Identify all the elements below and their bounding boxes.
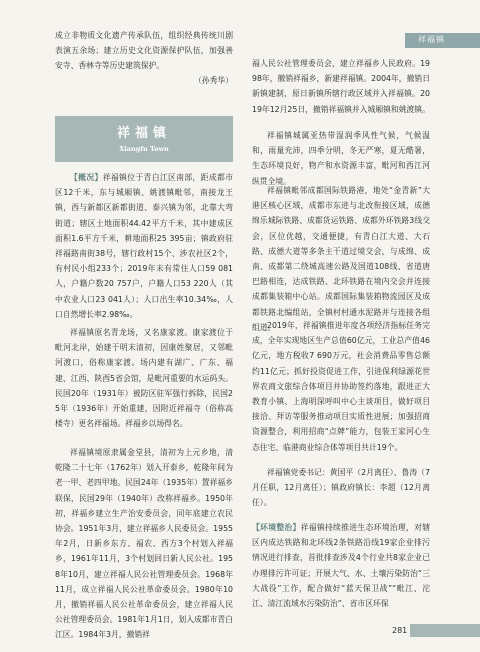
running-header: 祥福镇: [418, 35, 445, 44]
footer-band: [410, 624, 480, 637]
section-title-english: Xiangfu Town: [119, 145, 169, 153]
overview-tag: 【概况】: [70, 173, 103, 182]
location-paragraph: 祥福镇毗邻成都国际铁路港，地处“金青新”大港区核心区域，成都市东进与北改衔接区域，成德绵乐城际铁路、成都货运铁路、成都外环铁路3线交会，区位优越，交通便捷，有青白江大道、大石路、成德大道等多条主干道过境交会，与成绵、成南、成都第二绕城高速公路及国道108线、省道唐巴路相连，达成铁路、北环铁路在境内交会并连接成都集装箱中心站。成都国际集装箱物流园区及成都铁路北编组站，全镇村村通水泥路并与连接各组组道。: [252, 186, 430, 332]
history-paragraph: 祥福镇境原隶属金堂县，清初为上元乡地，清乾隆二十七年（1762年）划入开泰乡，乾隆年间为老一甲、老四甲地。民国24年（1935年）置祥福乡联保，民国29年（1940年）改称祥福乡。1950年初，祥福乡建立生产治安委员会，同年底建立农民协会。1951年3月，建立祥福乡人民委员会。1955年2月，日新乡东方、福农、西方3个村划入祥福乡，1961年11月，3个村划回日新人民公社。1958年10月，建立祥福人民公社管理委员会。1968年11月，成立祥福人民公社革命委员会。1980年10月，撤销祥福人民公社革命委员会，建立祥福人民公社管理委员会。1981年1月1日，划入成都市青白江区。1984年3月，撤销祥: [55, 448, 233, 640]
section-title: 祥福镇: [116, 126, 171, 141]
leadership-paragraph: 祥福镇党委书记：黄国平（2月离任）、鲁涛（7月任职，12月离任）；镇政府镇长：李超（12月离任）。: [252, 468, 430, 508]
page-number: 281: [392, 626, 408, 635]
overview-text: 祥福镇位于青白江区南部，距成都市区12千米，东与城厢镇、姚渡镇毗邻，南接龙王镇，西与新都区新都街道、泰兴镇为邻，北靠大弯街道；辖区土地面积44.42平方千米，其中建成区面积1.6平方千米，耕地面积25 395亩；镇政府驻祥福路南街38号，辖行政村15个、涉农社区2个，有村民小组233个；2019年末有常住人口59 081人，户籍户数20 757户，户籍人口53 220人（其中农业人口23 041人）；人口出生率10.34‰，人口自然增长率2.98‰。: [55, 173, 234, 319]
environment-paragraph: [252, 520, 430, 611]
history-continued-paragraph: 福人民公社管理委员会，建立祥福乡人民政府。1998年，撤销祥福乡，新建祥福镇。2004年，撤销日新镇建制，原日新镇所辖行政区域并入祥福镇。2019年12月25日，撤销祥福镇并入城厢镇和姚渡镇。: [252, 59, 430, 114]
intro-tail-paragraph: 成立非物质文化遗产传承队伍，组织经典传统川剧表演五余场；建立历史文化资源保护队伍，加强善安寺、香林寺等历史建筑保护。: [55, 31, 233, 71]
overview-paragraph: [55, 170, 233, 322]
economy-paragraph: 2019年，祥福镇推进年度各项经济指标任务完成，全年实现地区生产总值60亿元，工业总产值46亿元，地方税收7 690万元，社会消费品零售总额约11亿元；抓好投资促进工作，引进保利绿源花世界农商文旅综合体项目并协助签约落地，跟进正大教育小镇、上海明深呼叫中心主谈项目，做好项目接洽、拜访等服务推动项目实质性进展；加强招商资源整合，利用招商“点牌”能力，包装王家河心生态住宅、临港商业综合体等项目共计19个。: [252, 321, 430, 452]
name-origin-paragraph: 祥福镇原名青龙场，又名康家渡。康家渡位于毗河北岸，始建于明末清初，因康姓聚居，又邻毗河渡口，俗称康家渡。场内建有湖广、广东、福建、江西、陕西5省会馆，是毗河重要的水运码头。民国20年（1931年）被防区驻军强行拆除，民国25年（1936年）开始重建，因附近祥福寺（俗称高楼寺）更名祥福场。祥福乡以场得名。: [55, 328, 233, 429]
author-credit: （孙秀华）: [194, 76, 233, 85]
climate-paragraph: 祥福镇城属亚热带湿润季风性气候，气候温和，雨量充沛，四季分明，冬无严寒，夏无酷暑，生态环境良好，物产和水资源丰富，毗河和西江河纵贯全境。: [252, 131, 430, 186]
environment-tag: 【环境整治】: [252, 523, 301, 532]
environment-text: 祥福镇持续推进生态环境治理，对辖区内成达铁路和北环线2条铁路沿线19家企业排污情况进行排查，首批排查涉及4个行业共8家企业已办理排污许可证；开展大气、水、土壤污染防治“三大战役”工作，配合做好“蓝天保卫战”“毗江、沱江、清江流域水污染防治”、省市区环保: [252, 523, 431, 609]
